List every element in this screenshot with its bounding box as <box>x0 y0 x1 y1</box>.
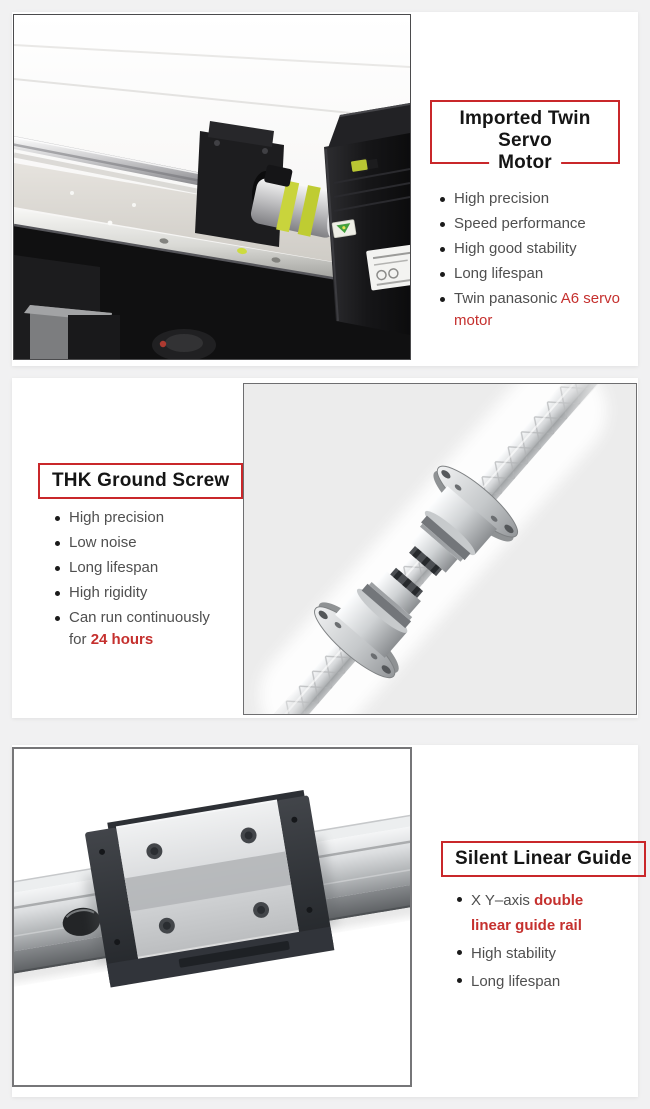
section-ground-screw <box>12 378 638 718</box>
bullet-text: Low noise <box>69 534 137 551</box>
list-item <box>440 263 638 285</box>
twin-servo-motor-photo <box>13 14 411 360</box>
list-item <box>440 288 638 332</box>
silent-linear-guide-photo <box>12 747 412 1087</box>
list-item <box>55 557 248 579</box>
bullet-dot <box>55 516 60 521</box>
bullet-dot <box>440 247 445 252</box>
bullet-text: High precision <box>69 509 165 526</box>
bullet-dot <box>55 541 60 546</box>
bullet-text: Twin panasonic <box>454 290 561 307</box>
bullet-dot <box>457 897 462 902</box>
bullet-highlight: 24 hours <box>90 631 154 648</box>
bullet-text: Long lifespan <box>454 265 544 282</box>
linear-guide-feature-list <box>441 888 646 994</box>
list-item <box>440 238 638 260</box>
bullet-dot <box>440 272 445 277</box>
list-item <box>440 213 638 235</box>
bullet-dot <box>457 950 462 955</box>
bullet-text: Speed performance <box>454 215 586 232</box>
bullet-text: X Y–axis <box>471 892 535 909</box>
servo-motor-illustration <box>14 15 410 359</box>
ground-screw-feature-list <box>38 507 248 651</box>
list-item <box>457 941 646 966</box>
bullet-text: High precision <box>454 190 550 207</box>
list-item <box>55 507 248 529</box>
list-item <box>440 188 638 210</box>
servo-motor-feature-list <box>412 188 638 332</box>
section-title-linear-guide: Silent Linear Guide <box>441 841 646 877</box>
list-item <box>457 969 646 994</box>
title-line-1: Imported Twin Servo <box>459 108 591 151</box>
bullet-dot <box>55 616 60 621</box>
list-item <box>457 888 646 938</box>
list-item <box>55 532 248 554</box>
bullet-highlight: double linear guide rail <box>471 892 584 934</box>
bullet-dot <box>440 297 445 302</box>
list-item <box>55 582 248 604</box>
ground-screw-info <box>38 378 248 654</box>
bullet-highlight: A6 servo motor <box>454 290 620 329</box>
bullet-dot <box>55 566 60 571</box>
bullet-text: High rigidity <box>69 584 148 601</box>
bullet-dot <box>440 197 445 202</box>
bullet-text: High good stability <box>454 240 577 257</box>
bullet-dot <box>440 222 445 227</box>
bullet-text: Can run continuously for <box>69 609 210 648</box>
linear-guide-info <box>441 745 646 997</box>
title-line-2: Motor <box>489 152 561 174</box>
thk-ground-screw-photo <box>243 383 637 715</box>
bullet-dot <box>457 978 462 983</box>
section-title-servo-motor <box>430 100 620 173</box>
linear-guide-illustration <box>14 749 410 1085</box>
servo-motor-info <box>412 12 638 335</box>
list-item <box>55 607 248 651</box>
section-servo-motor <box>12 12 638 366</box>
bullet-dot <box>55 591 60 596</box>
bullet-text: Long lifespan <box>69 559 159 576</box>
section-linear-guide <box>12 745 638 1097</box>
ball-screw-illustration <box>244 384 636 714</box>
bullet-text: Long lifespan <box>471 973 561 990</box>
bullet-text: High stability <box>471 945 557 962</box>
section-title-ground-screw: THK Ground Screw <box>38 463 243 499</box>
